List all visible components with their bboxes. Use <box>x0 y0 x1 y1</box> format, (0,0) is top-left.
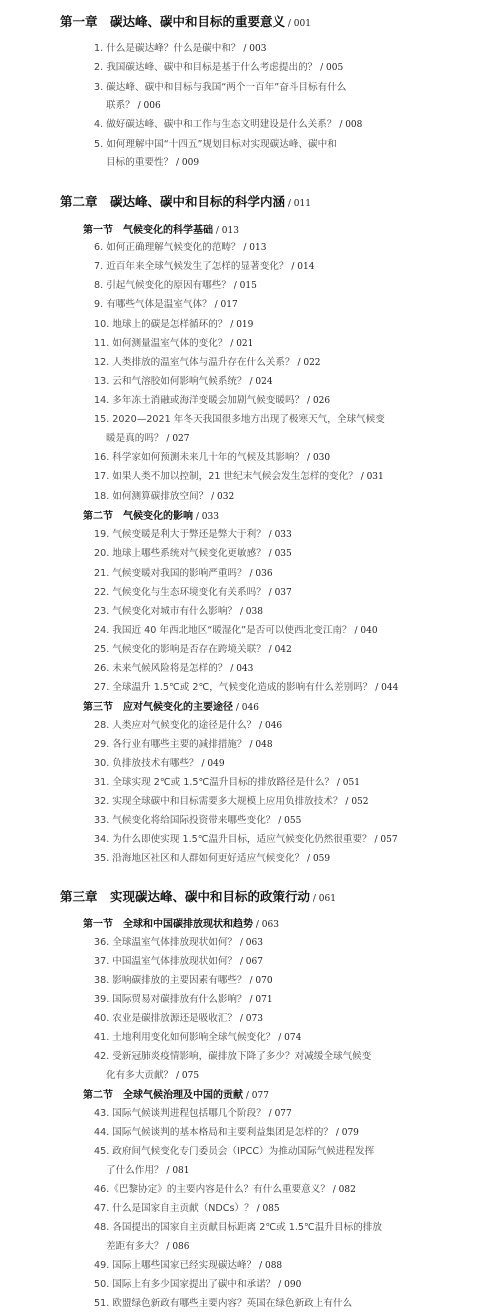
entry-title: 30. 负排放技术有哪些？ <box>94 758 199 769</box>
entry-title: 18. 如何测算碳排放空间？ <box>94 491 209 502</box>
entry-title: 35. 沿海地区社区和人群如何更好适应气候变化？ <box>94 853 305 864</box>
page-number: / 033 <box>193 512 219 522</box>
toc-entry <box>94 411 385 425</box>
entry-title: 12. 人类排放的温室气体与温升存在什么关系？ <box>94 357 295 368</box>
toc-entry <box>94 1124 359 1138</box>
page-number: / 063 <box>237 938 263 948</box>
toc-entry <box>94 1200 280 1214</box>
entry-title: 42. 受新冠肺炎疫情影响，碳排放下降了多少？对减缓全球气候变 <box>94 1051 372 1062</box>
toc-entry <box>94 296 238 310</box>
entry-title: 13. 云和气溶胶如何影响气候系统？ <box>94 376 247 387</box>
page-number: / 026 <box>304 396 331 406</box>
entry-title: 4. 做好碳达峰、碳中和工作与生态文明建设是什么关系？ <box>94 119 337 130</box>
entry-title: 联系？ <box>106 100 135 111</box>
toc-entry <box>94 953 263 967</box>
toc-entry <box>94 79 346 93</box>
page-number: / 036 <box>246 569 273 579</box>
entry-title: 32. 实现全球碳中和目标需要多大规模上应用负排放技术？ <box>94 796 343 807</box>
page-number: / 021 <box>227 339 254 349</box>
chapter-heading <box>60 192 311 210</box>
page-number: / 027 <box>163 434 190 444</box>
chapter-heading <box>60 887 336 905</box>
toc-entry <box>94 373 273 387</box>
entry-title: 28. 人类应对气候变化的途径是什么？ <box>94 720 257 731</box>
page-number: / 005 <box>317 63 344 73</box>
chapter-heading <box>60 12 311 30</box>
entry-title: 7. 近百年来全球气候发生了怎样的显著变化？ <box>94 261 289 272</box>
entry-title: 33. 气候变化将给国际投资带来哪些变化？ <box>94 815 276 826</box>
toc-entry <box>94 1276 301 1290</box>
entry-title: 第二节 全球气候治理及中国的贡献 <box>83 1090 243 1101</box>
page-number: / 079 <box>332 1128 359 1138</box>
page-number: / 031 <box>357 472 384 482</box>
toc-entry <box>94 622 378 636</box>
entry-title: 1. 什么是碳达峰？什么是碳中和？ <box>94 43 241 54</box>
toc-entry <box>94 116 362 130</box>
page-number: / 063 <box>253 920 279 930</box>
entry-title: 37. 中国温室气体排放现状如何？ <box>94 956 238 967</box>
section-heading <box>83 1086 269 1101</box>
toc-entry <box>94 277 257 291</box>
entry-title: 39. 国际贸易对碳排放有什么影响？ <box>94 994 247 1005</box>
page-number: / 059 <box>304 854 331 864</box>
page-number: / 037 <box>265 588 292 598</box>
entry-title: 8. 引起气候变化的原因有哪些？ <box>94 280 231 291</box>
page-number: / 057 <box>371 835 398 845</box>
toc-entry <box>94 488 234 502</box>
page-number: / 071 <box>246 995 273 1005</box>
toc-entry <box>94 793 369 807</box>
toc-entry <box>94 584 292 598</box>
toc-entry <box>94 1143 374 1157</box>
entry-title: 51. 欧盟绿色新政有哪些主要内容？英国在绿色新政上有什么 <box>94 1298 353 1309</box>
entry-title: 目标的重要性？ <box>106 157 174 168</box>
entry-title: 第一节 全球和中国碳排放现状和趋势 <box>83 919 253 930</box>
page-number: / 046 <box>256 721 283 731</box>
toc-entry-continuation <box>106 1067 199 1081</box>
entry-title: 29. 各行业有哪些主要的减排措施？ <box>94 739 247 750</box>
page-number: / 017 <box>211 300 238 310</box>
entry-title: 16. 科学家如何预测未来几十年的气候及其影响？ <box>94 452 305 463</box>
toc-entry <box>94 354 321 368</box>
page-number: / 051 <box>334 778 360 788</box>
toc-entry <box>94 1257 282 1271</box>
page-number: / 001 <box>285 19 311 29</box>
toc-entry <box>94 40 266 54</box>
toc-entry-continuation <box>106 1162 190 1176</box>
toc-entry <box>94 239 266 253</box>
entry-title: 38. 影响碳排放的主要因素有哪些？ <box>94 975 247 986</box>
page-number: / 019 <box>227 320 254 330</box>
toc-entry <box>94 1029 301 1043</box>
toc-entry <box>94 1048 371 1062</box>
toc-entry <box>94 565 273 579</box>
entry-title: 了什么作用？ <box>106 1165 164 1176</box>
entry-title: 暖是真的吗？ <box>106 433 164 444</box>
entry-title: 15. 2020—2021 年冬天我国很多地方出现了极寒天气，全球气候变 <box>94 414 385 425</box>
page-number: / 075 <box>173 1071 200 1081</box>
toc-entry <box>94 449 330 463</box>
entry-title: 10. 地球上的碳是怎样循环的？ <box>94 319 228 330</box>
page-number: / 086 <box>163 1242 190 1252</box>
toc-entry <box>94 316 253 330</box>
entry-title: 2. 我国碳达峰、碳中和目标是基于什么考虑提出的？ <box>94 62 318 73</box>
entry-title: 第一节 气候变化的科学基础 <box>83 225 213 236</box>
toc-entry <box>94 526 292 540</box>
entry-title: 第三节 应对气候变化的主要途径 <box>83 702 233 713</box>
page-number: / 077 <box>265 1109 292 1119</box>
toc-entry <box>94 934 263 948</box>
page-number: / 067 <box>237 957 263 967</box>
page-number: / 082 <box>329 1185 356 1195</box>
page-number: / 085 <box>253 1204 280 1214</box>
page-number: / 049 <box>198 759 225 769</box>
page-number: / 038 <box>237 607 263 617</box>
entry-title: 第一章 碳达峰、碳中和目标的重要意义 <box>60 14 286 29</box>
toc-entry <box>94 468 384 482</box>
page-number: / 042 <box>265 645 292 655</box>
entry-title: 45. 政府间气候变化专门委员会（IPCC）为推动国际气候进程发挥 <box>94 1146 375 1157</box>
page-number: / 024 <box>246 377 273 387</box>
entry-title: 19. 气候变暖是利大于弊还是弊大于利？ <box>94 529 266 540</box>
entry-title: 22. 气候变化与生态环境变化有关系吗？ <box>94 587 266 598</box>
toc-entry <box>94 660 253 674</box>
toc-entry <box>94 1181 356 1195</box>
page-number: / 003 <box>240 44 267 54</box>
entry-title: 50. 国际上有多少国家提出了碳中和承诺？ <box>94 1279 276 1290</box>
toc-entry-continuation <box>106 154 199 168</box>
page-number: / 081 <box>163 1166 190 1176</box>
page-number: / 090 <box>275 1280 302 1290</box>
section-heading <box>83 915 279 930</box>
toc-entry <box>94 59 343 73</box>
toc-entry <box>94 717 282 731</box>
entry-title: 25. 气候变化的影响是否存在跨境关联？ <box>94 644 266 655</box>
toc-entry-continuation <box>106 430 190 444</box>
page-number: / 009 <box>173 158 200 168</box>
entry-title: 36. 全球温室气体排放现状如何？ <box>94 937 238 948</box>
entry-title: 9. 有哪些气体是温室气体？ <box>94 299 212 310</box>
entry-title: 27. 全球温升 1.5℃或 2℃，气候变化造成的影响有什么差别吗？ <box>94 682 373 693</box>
page-number: / 061 <box>310 894 336 904</box>
toc-entry <box>94 831 398 845</box>
entry-title: 3. 碳达峰、碳中和目标与我国“两个一百年”奋斗目标有什么 <box>94 82 347 93</box>
page-number: / 032 <box>208 492 235 502</box>
toc-entry <box>94 1105 292 1119</box>
entry-title: 17. 如果人类不加以控制，21 世纪末气候会发生怎样的变化？ <box>94 471 358 482</box>
entry-title: 23. 气候变化对城市有什么影响？ <box>94 606 238 617</box>
page-number: / 077 <box>243 1091 269 1101</box>
toc-entry <box>94 850 330 864</box>
toc-entry <box>94 136 337 150</box>
page-number: / 048 <box>246 740 273 750</box>
toc-entry <box>94 736 273 750</box>
page-number: / 022 <box>294 358 321 368</box>
page-number: / 073 <box>237 1014 263 1024</box>
entry-title: 21. 气候变暖对我国的影响严重吗？ <box>94 568 247 579</box>
entry-title: 24. 我国近 40 年西北地区“暖湿化”是否可以使西北变江南？ <box>94 625 352 636</box>
toc-entry <box>94 755 225 769</box>
section-heading <box>83 698 259 713</box>
entry-title: 14. 多年冻土消融或海洋变暖会加剧气候变暖吗？ <box>94 395 305 406</box>
toc-entry <box>94 1295 352 1309</box>
entry-title: 31. 全球实现 2℃或 1.5℃温升目标的排放路径是什么？ <box>94 777 335 788</box>
toc-entry <box>94 641 292 655</box>
toc-entry <box>94 392 330 406</box>
page-number: / 088 <box>256 1261 283 1271</box>
toc-entry <box>94 991 273 1005</box>
toc-entry <box>94 1219 382 1233</box>
entry-title: 第二章 碳达峰、碳中和目标的科学内涵 <box>60 194 286 209</box>
toc-entry-continuation <box>106 1238 190 1252</box>
page-number: / 011 <box>285 199 311 209</box>
entry-title: 26. 未来气候风险将是怎样的？ <box>94 663 228 674</box>
page-number: / 013 <box>213 226 239 236</box>
toc-entry <box>94 812 301 826</box>
entry-title: 41. 土地利用变化如何影响全球气候变化？ <box>94 1032 276 1043</box>
toc-entry <box>94 972 273 986</box>
entry-title: 差距有多大？ <box>106 1241 164 1252</box>
page-number: / 030 <box>304 453 331 463</box>
page-number: / 013 <box>240 243 267 253</box>
toc-entry <box>94 335 253 349</box>
page-number: / 044 <box>372 683 399 693</box>
toc-entry <box>94 1010 263 1024</box>
section-heading <box>83 221 239 236</box>
page-number: / 033 <box>265 530 292 540</box>
toc-entry <box>94 545 292 559</box>
entry-title: 44. 国际气候谈判的基本格局和主要利益集团是怎样的？ <box>94 1127 333 1138</box>
entry-title: 5. 如何理解中国“十四五”规划目标对实现碳达峰、碳中和 <box>94 139 337 150</box>
page-number: / 014 <box>288 262 315 272</box>
page-number: / 074 <box>275 1033 302 1043</box>
page-number: / 052 <box>342 797 369 807</box>
entry-title: 43. 国际气候谈判进程包括哪几个阶段？ <box>94 1108 266 1119</box>
page-number: / 070 <box>246 976 273 986</box>
page-number: / 035 <box>265 549 292 559</box>
page-number: / 015 <box>230 281 257 291</box>
toc-entry <box>94 774 360 788</box>
entry-title: 47. 什么是国家自主贡献（NDCs）？ <box>94 1203 254 1214</box>
entry-title: 6. 如何正确理解气候变化的范畴？ <box>94 242 241 253</box>
entry-title: 34. 为什么即使实现 1.5℃温升目标，适应气候变化仍然很重要？ <box>94 834 372 845</box>
page-number: / 043 <box>227 664 254 674</box>
toc-entry-continuation <box>106 97 161 111</box>
entry-title: 第三章 实现碳达峰、碳中和目标的政策行动 <box>60 889 311 904</box>
page-number: / 046 <box>233 703 259 713</box>
page-number: / 008 <box>336 120 363 130</box>
entry-title: 40. 农业是碳排放源还是吸收汇？ <box>94 1013 238 1024</box>
entry-title: 48. 各国提出的国家自主贡献目标距离 2℃或 1.5℃温升目标的排放 <box>94 1222 382 1233</box>
entry-title: 第二节 气候变化的影响 <box>83 511 193 522</box>
page-number: / 055 <box>275 816 302 826</box>
toc-entry <box>94 258 314 272</box>
toc-entry <box>94 603 263 617</box>
entry-title: 11. 如何测量温室气体的变化？ <box>94 338 228 349</box>
page-number: / 006 <box>134 101 161 111</box>
toc-entry <box>94 679 398 693</box>
entry-title: 20. 地球上哪些系统对气候变化更敏感？ <box>94 548 266 559</box>
entry-title: 化有多大贡献？ <box>106 1070 174 1081</box>
section-heading <box>83 507 219 522</box>
entry-title: 46.《巴黎协定》的主要内容是什么？有什么重要意义？ <box>94 1184 330 1195</box>
page-number: / 040 <box>351 626 378 636</box>
entry-title: 49. 国际上哪些国家已经实现碳达峰？ <box>94 1260 257 1271</box>
